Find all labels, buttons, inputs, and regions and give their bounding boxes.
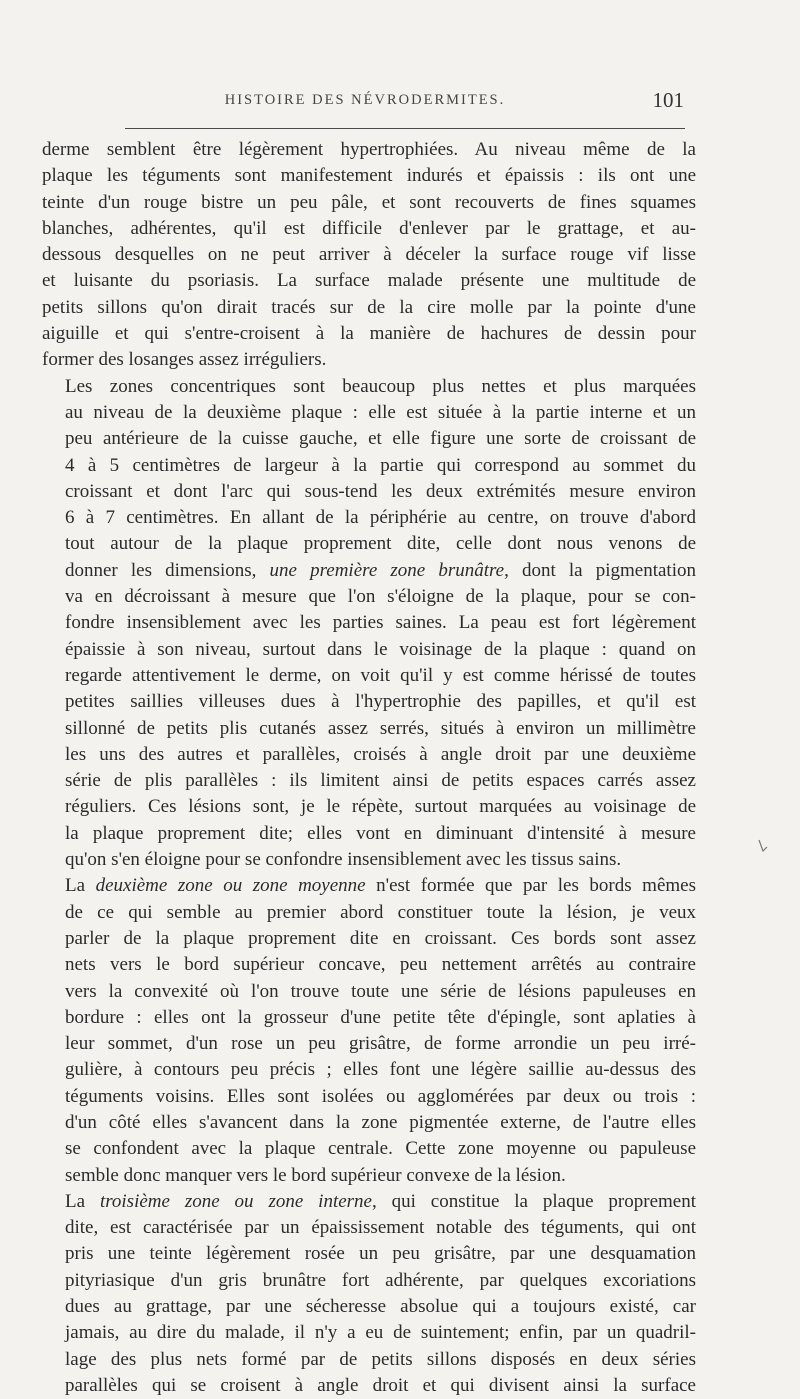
- text-line: qu'on s'en éloigne pour se confondre insensiblement avec les tissus sains.: [65, 849, 622, 871]
- italic-phrase: troisième zone ou zone interne: [99, 1190, 372, 1212]
- text-line: blanches, adhérentes, qu'il est difficile d'enlever par le grattage, et au-: [42, 217, 696, 239]
- text-line: la plaque proprement dite; elles vont en diminuant d'intensité à mesure: [65, 822, 696, 844]
- text-line: lage des plus nets formé par de petits sillons disposés en deux séries: [65, 1348, 696, 1370]
- text-line: de ce qui semble au premier abord constituer toute la lésion, je veux: [65, 901, 696, 923]
- text-line: jamais, au dire du malade, il n'y a eu de suintement; enfin, par un quadril-: [65, 1322, 696, 1344]
- text-line: semble donc manquer vers le bord supérieur convexe de la lésion.: [65, 1164, 566, 1186]
- text-line: parler de la plaque proprement dite en croissant. Ces bords sont assez: [65, 927, 696, 949]
- text-line: derme semblent être légèrement hypertrophiées. Au niveau même de la: [42, 139, 696, 160]
- text-line: croissant et dont l'arc qui sous-tend les deux extrémités mesure environ: [65, 480, 696, 502]
- text-line: 6 à 7 centimètres. En allant de la périphérie au centre, on trouve d'abord: [65, 507, 696, 529]
- text-line: La troisième zone ou zone interne, qui constitue la plaque proprement: [65, 1190, 696, 1212]
- text-line: les uns des autres et parallèles, croisés à angle droit par une deuxième: [65, 743, 696, 765]
- italic-phrase: deuxième zone ou zone moyenne: [95, 875, 366, 897]
- text-line: dite, est caractérisée par un épaississement notable des téguments, qui ont: [65, 1217, 696, 1239]
- text-line: teinte d'un rouge bistre un peu pâle, et sont recouverts de fines squames: [42, 191, 696, 213]
- text-line: 4 à 5 centimètres de largeur à la partie qui correspond au sommet du: [65, 454, 696, 476]
- text-line: fondre insensiblement avec les parties saines. La peau est fort légèrement: [65, 612, 696, 634]
- paragraph: [42, 1189, 696, 1399]
- text-line: petits sillons qu'on dirait tracés sur de la cire molle par la pointe d'une: [42, 296, 696, 318]
- page-header: [42, 88, 688, 118]
- text-line: plaque les téguments sont manifestement indurés et épaissis : ils ont une: [42, 165, 696, 187]
- text-line: former des losanges assez irréguliers.: [42, 349, 327, 371]
- text-line: donner les dimensions, une première zone brunâtre, dont la pigmentation: [65, 559, 696, 581]
- page-number: 101: [652, 88, 684, 112]
- text-line: bordure : elles ont la grosseur d'une petite tête d'épingle, sont aplaties à: [65, 1006, 696, 1028]
- italic-phrase: une première zone brunâtre: [269, 559, 505, 581]
- running-title: HISTOIRE DES NÉVRODERMITES.: [224, 92, 506, 108]
- header-rule: [125, 128, 685, 129]
- text-line: tout autour de la plaque proprement dite, celle dont nous venons de: [65, 533, 696, 555]
- text-line: va en décroissant à mesure que l'on s'éloigne de la plaque, pour se con-: [65, 586, 696, 608]
- text-line: gulière, à contours peu précis ; elles font une légère saillie au-dessus des: [65, 1059, 696, 1081]
- text-line: nets vers le bord supérieur concave, peu nettement arrêtés au contraire: [65, 954, 696, 976]
- paragraph: [42, 873, 696, 1189]
- text-line: pityriasique d'un gris brunâtre fort adhérente, par quelques excoriations: [65, 1269, 696, 1291]
- text-line: pris une teinte légèrement rosée un peu grisâtre, par une desquamation: [65, 1243, 696, 1265]
- text-line: au niveau de la deuxième plaque : elle est située à la partie interne et un: [65, 401, 696, 423]
- text-line: petites saillies villeuses dues à l'hypertrophie des papilles, et qu'il est: [65, 691, 696, 713]
- body-text: [42, 137, 696, 1399]
- text-line: se confondent avec la plaque centrale. Cette zone moyenne ou papuleuse: [65, 1138, 696, 1160]
- text-line: La deuxième zone ou zone moyenne n'est formée que par les bords mêmes: [65, 875, 696, 897]
- text-line: dessous desquelles on ne peut arriver à déceler la surface rouge vif lisse: [42, 244, 696, 266]
- paragraph: [42, 374, 696, 874]
- text-line: vers la convexité où l'on trouve toute une série de lésions papuleuses en: [65, 980, 696, 1002]
- text-line: Les zones concentriques sont beaucoup plus nettes et plus marquées: [65, 375, 696, 397]
- text-line: réguliers. Ces lésions sont, je le répète, surtout marquées au voisinage de: [65, 796, 696, 818]
- text-line: peu antérieure de la cuisse gauche, et elle figure une sorte de croissant de: [65, 428, 696, 450]
- paragraph: [42, 137, 696, 374]
- text-line: série de plis parallèles : ils limitent ainsi de petits espaces carrés assez: [65, 770, 696, 792]
- text-line: dues au grattage, par une sécheresse absolue qui a toujours existé, car: [65, 1296, 696, 1318]
- margin-mark: [758, 838, 768, 854]
- text-line: parallèles qui se croisent à angle droit et qui divisent ainsi la surface: [65, 1374, 696, 1396]
- text-line: regarde attentivement le derme, on voit qu'il y est comme hérissé de toutes: [65, 664, 696, 686]
- text-line: épaissie à son niveau, surtout dans le voisinage de la plaque : quand on: [65, 638, 696, 660]
- text-line: et luisante du psoriasis. La surface malade présente une multitude de: [42, 270, 696, 292]
- text-line: d'un côté elles s'avancent dans la zone pigmentée externe, de l'autre elles: [65, 1111, 696, 1133]
- text-line: sillonné de petits plis cutanés assez serrés, situés à environ un millimètre: [65, 717, 696, 739]
- text-line: leur sommet, d'un rose un peu grisâtre, de forme arrondie un peu irré-: [65, 1033, 696, 1055]
- text-line: aiguille et qui s'entre-croisent à la manière de hachures de dessin pour: [42, 323, 696, 345]
- text-line: téguments voisins. Elles sont isolées ou agglomérées par deux ou trois :: [65, 1085, 696, 1107]
